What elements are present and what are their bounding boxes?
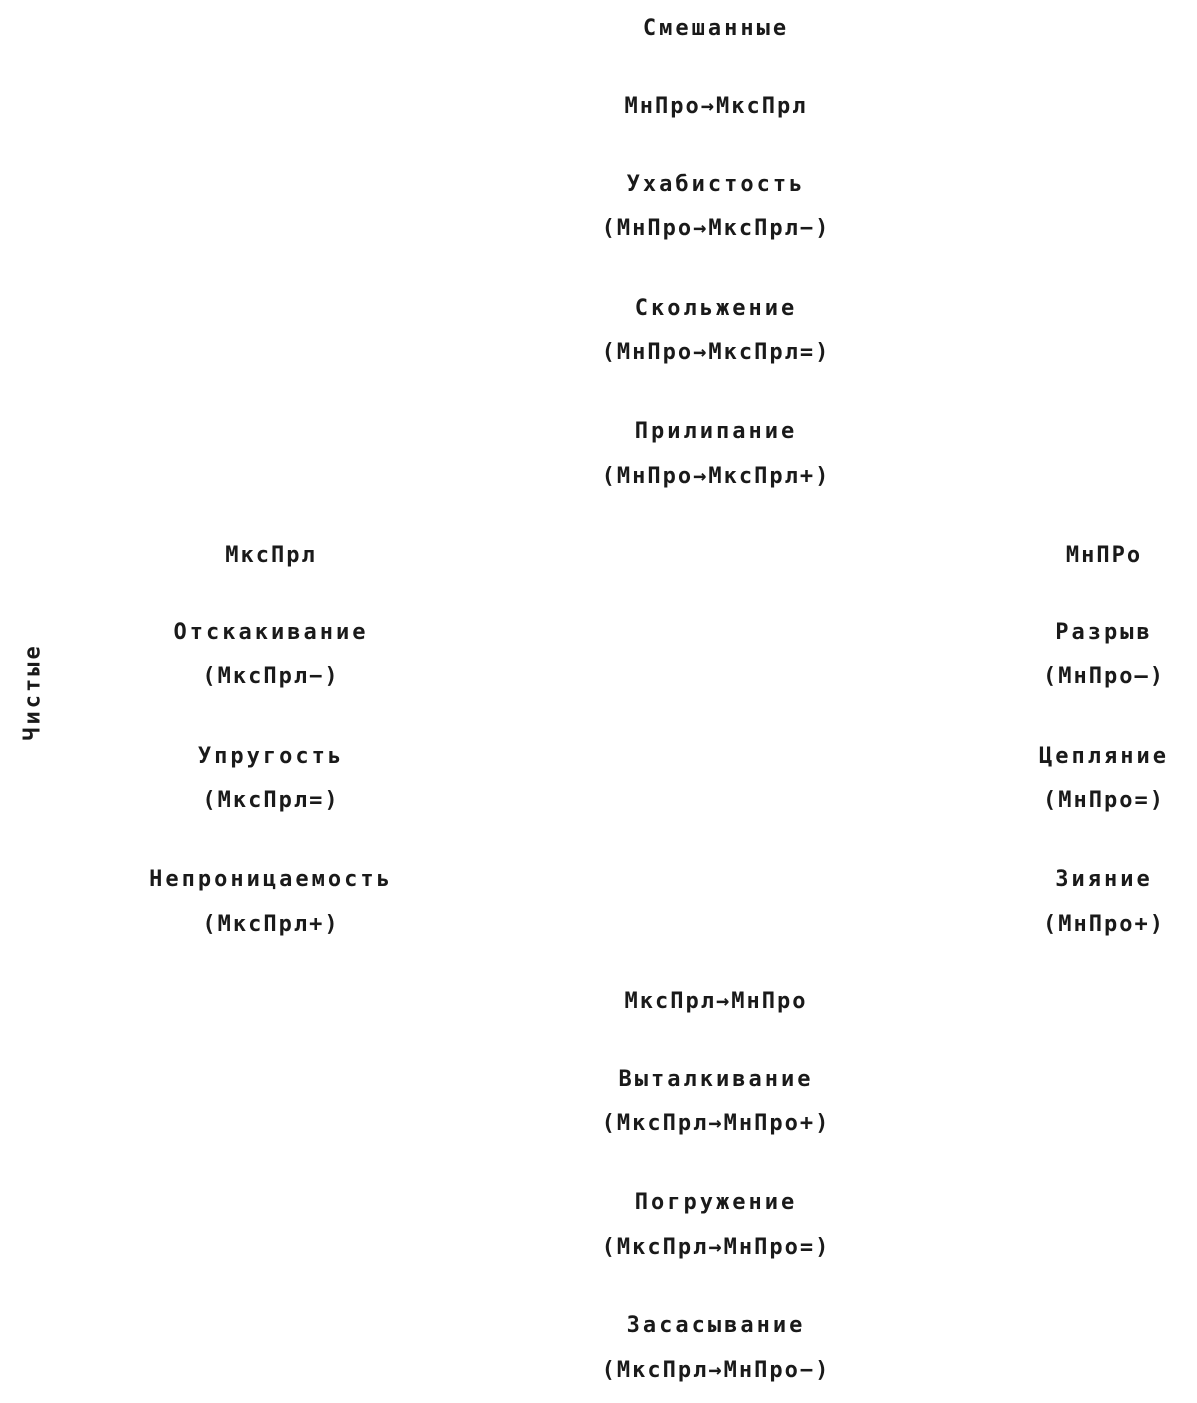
group-b-item-code: (МксПрл→МнПро=) bbox=[601, 1235, 831, 1260]
group-b-item-code: (МксПрл→МнПро−) bbox=[601, 1358, 831, 1383]
pure-right-item-code: (МнПро—) bbox=[1043, 664, 1165, 689]
pure-right-item-code: (МнПро=) bbox=[1043, 788, 1165, 813]
mixed-heading: Смешанные bbox=[642, 16, 790, 41]
pure-right-code: МнПРо bbox=[1065, 543, 1143, 568]
pure-side-label: Чистые bbox=[20, 643, 46, 741]
group-a-code: МнПро→МксПрл bbox=[624, 94, 808, 119]
group-a-item-code: (МнПро→МксПрл+) bbox=[601, 464, 831, 489]
group-a-item-code: (МнПро→МксПрл=) bbox=[601, 340, 831, 365]
pure-right-item-name: Цепляние bbox=[1039, 744, 1169, 769]
pure-left-item-name: Непроницаемость bbox=[149, 867, 393, 892]
group-b-code: МксПрл→МнПро bbox=[624, 989, 808, 1014]
pure-left-item-name: Упругость bbox=[197, 744, 345, 769]
pure-right-item-name: Зияние bbox=[1055, 867, 1153, 892]
group-a-item-name: Ухабистость bbox=[626, 172, 806, 197]
group-b-item-name: Выталкивание bbox=[618, 1067, 814, 1092]
group-b-item-code: (МксПрл→МнПро+) bbox=[601, 1111, 831, 1136]
group-b-item-name: Засасывание bbox=[626, 1313, 806, 1338]
pure-right-item-name: Разрыв bbox=[1055, 620, 1153, 645]
group-a-item-name: Прилипание bbox=[634, 419, 798, 444]
pure-left-item-code: (МксПрл=) bbox=[202, 788, 340, 813]
pure-left-item-code: (МксПрл−) bbox=[202, 664, 340, 689]
group-b-item-name: Погружение bbox=[634, 1190, 798, 1215]
pure-left-code: МксПрл bbox=[225, 543, 317, 568]
pure-left-item-name: Отскакивание bbox=[173, 620, 369, 645]
group-a-item-name: Скольжение bbox=[634, 296, 798, 321]
pure-right-item-code: (МнПро+) bbox=[1043, 912, 1165, 937]
pure-left-item-code: (МксПрл+) bbox=[202, 912, 340, 937]
group-a-item-code: (МнПро→МксПрл−) bbox=[601, 216, 831, 241]
